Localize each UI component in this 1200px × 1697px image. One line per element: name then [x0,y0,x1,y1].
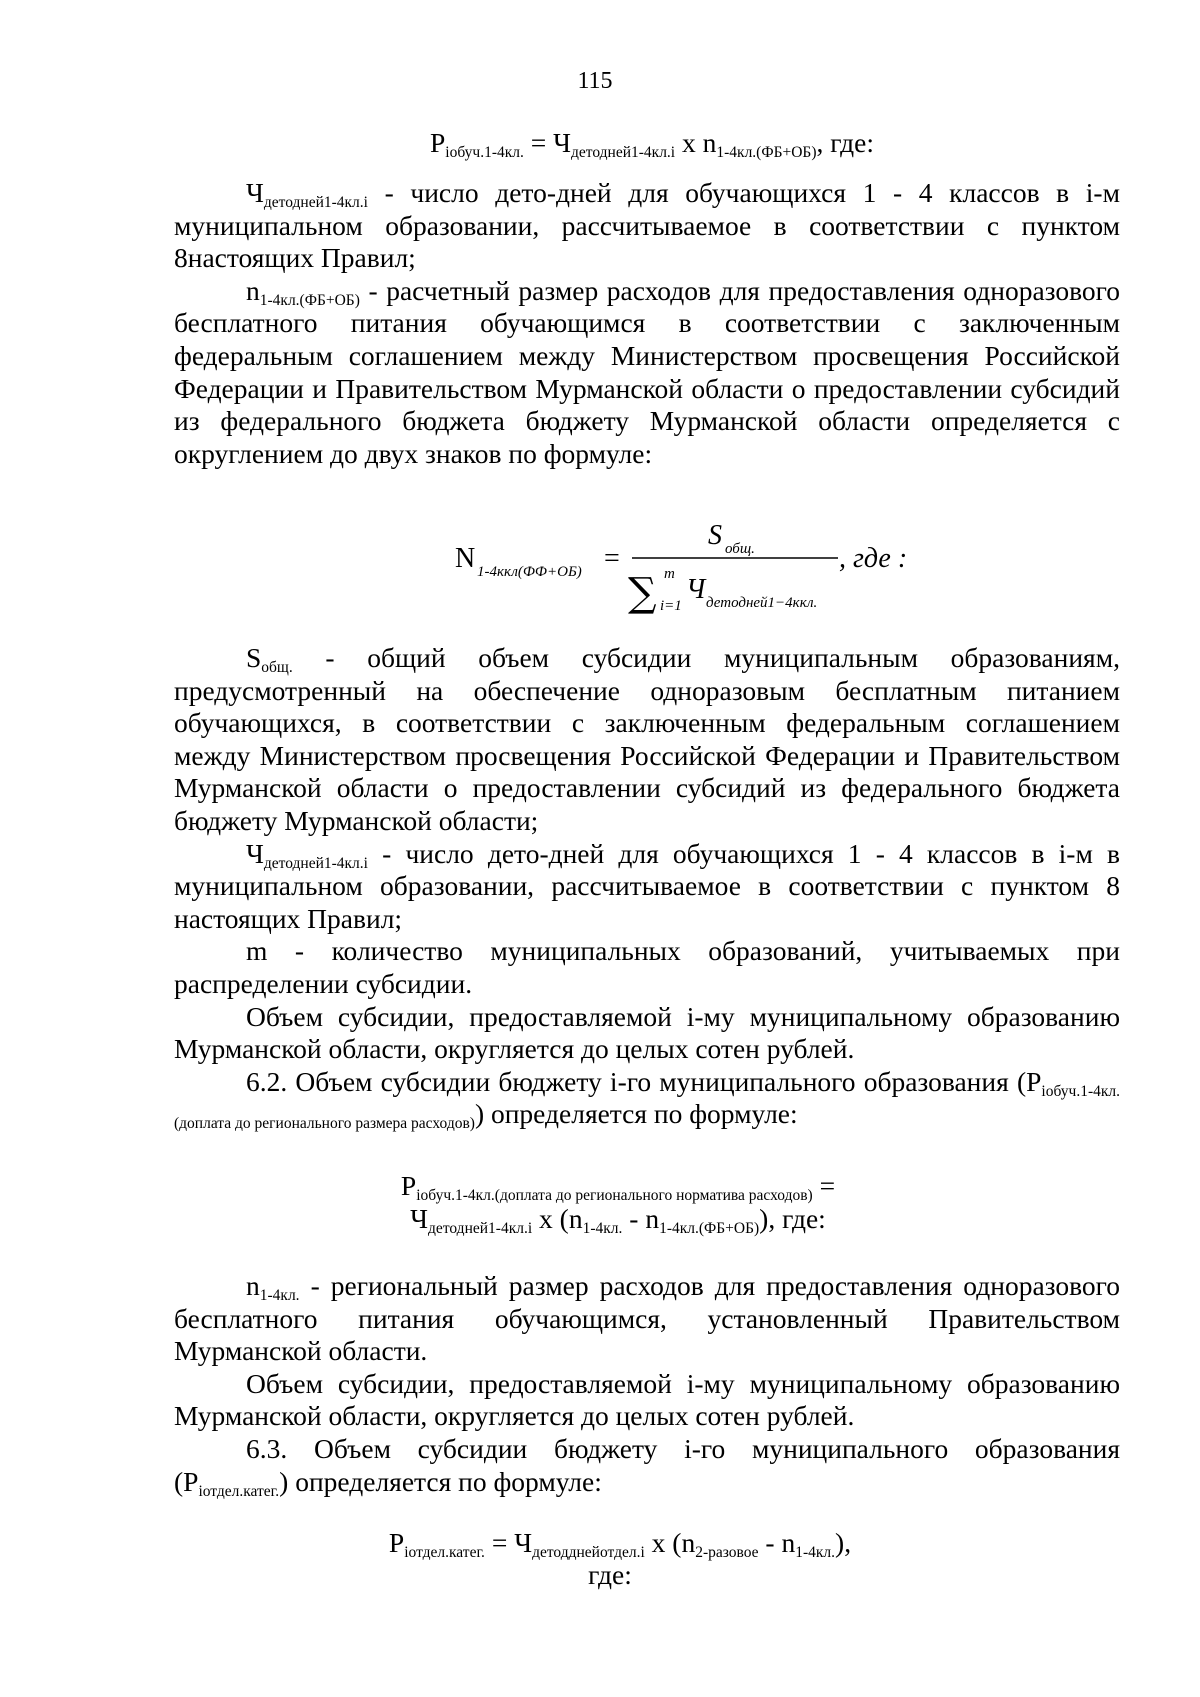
definition-s-total [174,642,1120,838]
paragraph-6-2 [174,1066,1120,1131]
formula-open: (P [1016,1065,1042,1097]
definition-regional-size [174,1270,1120,1368]
formula-subscript: детодднейотдел.i [532,1544,645,1561]
formula-p-obuch [0,127,1200,159]
paragraph-text: 6.3. Объем субсидии бюджету i-го муниципального образования [246,1432,1120,1464]
formula-symbol: n [702,127,717,158]
formula-symbol: n [681,1527,696,1558]
formula-symbol: N [455,543,476,574]
formula-symbol: n [781,1527,796,1558]
formula-subscript: iотдел.катег. [404,1544,485,1561]
paragraph-rounding-2: Объем субсидии, предоставляемой i-му муниципальному образованию Мурманской области, округляется до целых сотен рублей. [174,1367,1120,1432]
definition-cost-size [174,275,1120,471]
paragraph-6-3 [174,1433,1120,1498]
definition-text: - число дето-дней для обучающихся 1 - 4 классов в i-м муниципальном образовании, рассчитываемое в соответствии с пунктом 8настоящих Правил; [174,177,1120,274]
sum-lower-limit: i=1 [660,598,682,614]
multiply-sign: x ( [644,1527,682,1558]
formula-subscript: iобуч.1-4кл. [445,144,524,161]
paragraph-text-end: ) определяется по формуле: [279,1465,602,1497]
formula-subscript: 2-разовое [695,1544,759,1561]
definition-subscript: детодней1-4кл.i [263,854,368,872]
definition-symbol: S [246,642,262,673]
fraction-formula-svg [0,512,1200,622]
formula-symbol: P [430,127,446,158]
equals-sign: = [604,543,620,574]
formula-gde: где: [588,1559,632,1590]
formula-subscript: 1-4кл. [582,1220,623,1237]
numerator-subscript: общ. [725,541,755,557]
formula-symbol: Ч [410,1203,429,1234]
minus-sign: - [758,1527,782,1558]
formula-symbol: Ч [553,127,572,158]
formula-p-otdel [0,1527,1200,1591]
sum-upper-limit: m [664,566,675,582]
definition-subscript: 1-4кл.(ФБ+ОБ) [259,291,360,309]
definition-text: - региональный размер расходов для предоставления одноразового бесплатного питания обучающимся, установленный Правительством Мурманской области. [174,1270,1120,1367]
sum-sign: ∑ [628,570,657,616]
formula-tail: , где: [816,127,874,158]
definition-subscript: детодней1-4кл.i [263,194,368,211]
multiply-sign: x [675,127,703,158]
minus-sign: - [622,1203,646,1234]
definition-child-days-2 [174,838,1120,936]
formula-subscript: iотдел.катег. [198,1482,280,1500]
formula-tail: ), где: [759,1203,826,1234]
definitions-block-3 [174,1270,1120,1498]
denominator-subscript: детодней1−4ккл. [706,595,818,611]
formula-symbol: n [645,1203,660,1234]
definitions-block-2 [174,642,1120,1131]
formula-subscript: 1-4кл. [795,1544,836,1561]
formula-subscript: 1-4ккл(ФФ+ОБ) [477,564,582,580]
paragraph-text-end: ) определяется по формуле: [474,1098,798,1130]
formula-line-1 [40,1527,1200,1559]
page-number: 115 [577,68,613,94]
formula-line-1 [36,1170,1200,1202]
definition-symbol: Ч [246,837,264,869]
definition-child-days [174,177,1120,275]
multiply-sign: x ( [532,1203,569,1234]
definition-text: - расчетный размер расходов для предоставления одноразового бесплатного питания обучающимся в соответствии с заключенным федеральным соглашением между Министерством просвещения Российской Федерации и Правительством Мурманской области о предоставлении субсидий из федерального бюджета бюджету Мурманской области определяется с округлением до двух знаков по формуле: [174,274,1120,469]
formula-p-doplata [0,1170,1200,1235]
formula-tail: , где : [839,543,908,574]
definition-symbol: Ч [246,177,264,208]
paragraph-text: 6.2. Объем субсидии бюджету i-го муниципального образования [246,1065,1009,1097]
paragraph-rounding-1: Объем субсидии, предоставляемой i-му муниципальному образованию Мурманской области, округляется до целых сотен рублей. [174,1000,1120,1065]
definitions-block-1 [174,177,1120,470]
formula-subscript: iобуч.1-4кл.(доплата до регионального размера расходов) [174,1082,1120,1133]
definition-text: - общий объем субсидии муниципальным образованиям, предусмотренный на обеспечение одноразовым бесплатным питанием обучающихся, в соответствии с заключенным федеральным соглашением между Министерством просвещения Российской Федерации и Правительством Мурманской области о предоставлении субсидий из федерального бюджета бюджету Мурманской области; [174,642,1120,836]
formula-subscript: 1-4кл.(ФБ+ОБ) [659,1220,760,1237]
definition-symbol: n [246,274,260,306]
definition-text: - число дето-дней для обучающихся 1 - 4 классов в i-м в муниципальном образовании, рассчитываемое в соответствии с пунктом 8 настоящих Правил; [174,837,1120,934]
definition-symbol: n [246,1270,260,1301]
numerator-symbol: S [708,520,722,551]
denominator-symbol: Ч [686,574,706,605]
formula-subscript: iобуч.1-4кл.(доплата до регионального норматива расходов) [416,1187,813,1204]
formula-symbol: n [568,1203,583,1234]
formula-symbol: Ч [514,1527,533,1558]
definition-subscript: 1-4кл. [259,1287,300,1304]
formula-n-fraction [0,512,1200,622]
formula-symbol: P [400,1170,417,1201]
definition-m: m - количество муниципальных образований, учитываемых при распределении субсидии. [174,935,1120,999]
definition-subscript: общ. [261,659,293,676]
formula-line-2 [36,1203,1200,1235]
formula-open: (P [174,1465,199,1497]
formula-subscript: 1-4кл.(ФБ+ОБ) [716,144,817,161]
formula-tail: ), [835,1527,852,1558]
equals-sign: = [484,1527,515,1558]
equals-sign: = [812,1170,836,1201]
formula-subscript: детодней1-4кл.i [571,144,676,161]
formula-symbol: P [388,1527,405,1558]
equals-sign: = [523,127,554,158]
formula-subscript: детодней1-4кл.i [428,1220,533,1237]
